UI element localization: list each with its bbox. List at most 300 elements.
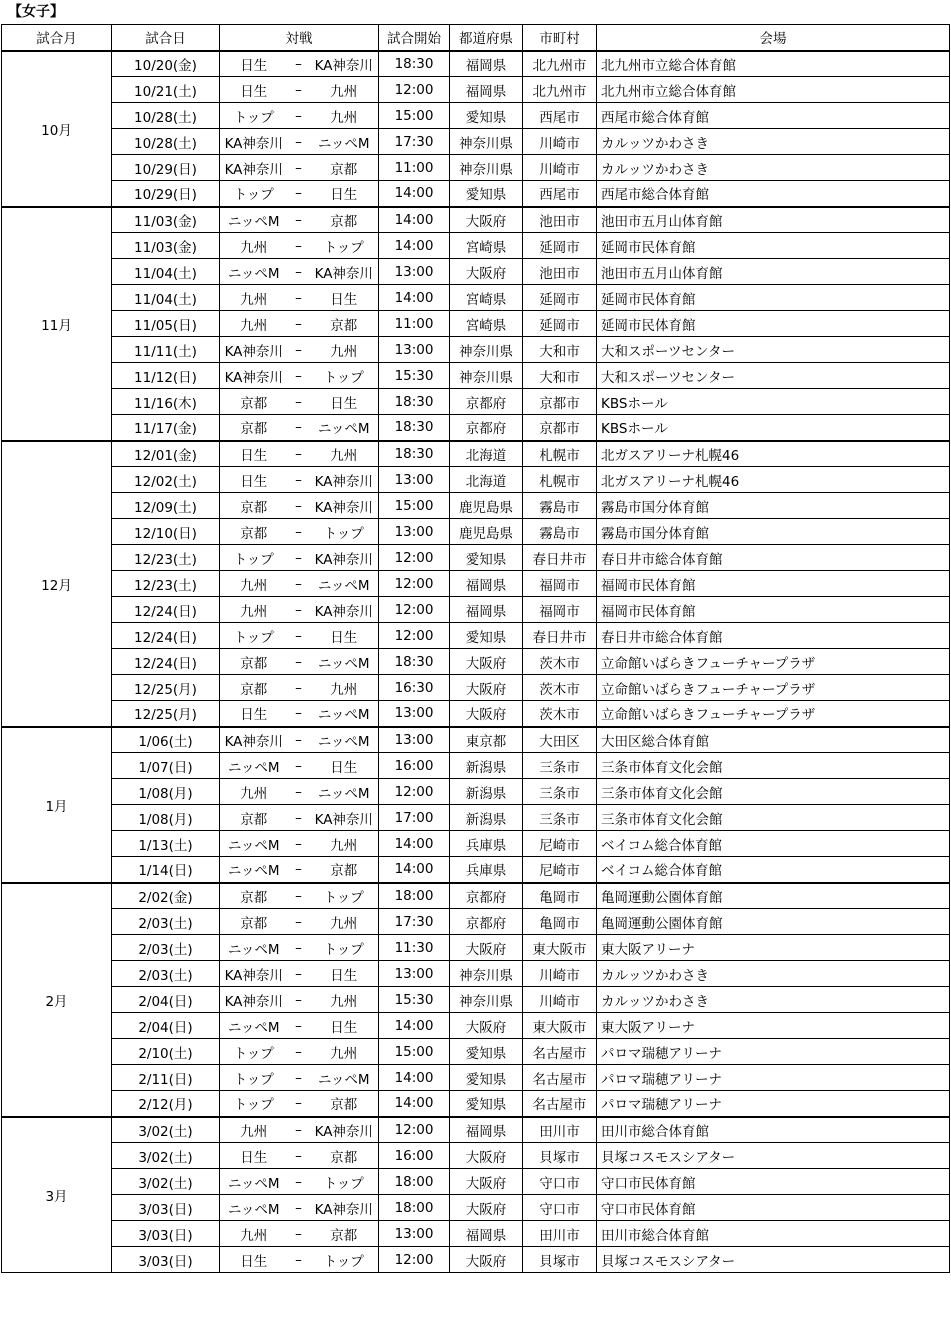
versus-dash: –	[288, 519, 310, 545]
home-team-cell: 九州	[220, 779, 288, 805]
table-row	[2, 467, 950, 493]
city-cell: 川崎市	[523, 961, 597, 987]
start-time-cell: 16:00	[379, 1143, 450, 1169]
venue-cell: 東大阪アリーナ	[597, 1013, 950, 1039]
city-cell: 亀岡市	[523, 883, 597, 909]
start-time-cell: 14:00	[379, 207, 450, 233]
venue-cell: 福岡市民体育館	[597, 571, 950, 597]
venue-cell: 春日井市総合体育館	[597, 545, 950, 571]
prefecture-cell: 大阪府	[450, 1247, 523, 1273]
away-team-cell: 京都	[310, 1221, 379, 1247]
home-team-cell: KA神奈川	[220, 155, 288, 181]
away-team-cell: 京都	[310, 155, 379, 181]
prefecture-cell: 鹿児島県	[450, 493, 523, 519]
date-cell: 12/24(日)	[112, 597, 220, 623]
home-team-cell: ニッペM	[220, 1195, 288, 1221]
city-cell: 春日井市	[523, 545, 597, 571]
venue-cell: 霧島市国分体育館	[597, 493, 950, 519]
away-team-cell: 京都	[310, 1091, 379, 1117]
city-cell: 三条市	[523, 779, 597, 805]
date-cell: 11/11(土)	[112, 337, 220, 363]
versus-dash: –	[288, 935, 310, 961]
home-team-cell: 京都	[220, 519, 288, 545]
start-time-cell: 18:00	[379, 1195, 450, 1221]
start-time-cell: 12:00	[379, 77, 450, 103]
prefecture-cell: 神奈川県	[450, 961, 523, 987]
city-cell: 川崎市	[523, 987, 597, 1013]
prefecture-cell: 大阪府	[450, 649, 523, 675]
versus-dash: –	[288, 727, 310, 753]
city-cell: 北九州市	[523, 51, 597, 77]
venue-cell: 亀岡運動公園体育館	[597, 883, 950, 909]
table-row	[2, 389, 950, 415]
date-cell: 12/01(金)	[112, 441, 220, 467]
home-team-cell: 京都	[220, 805, 288, 831]
prefecture-cell: 兵庫県	[450, 857, 523, 883]
venue-cell: 池田市五月山体育館	[597, 207, 950, 233]
venue-cell: 貝塚コスモスシアター	[597, 1247, 950, 1273]
date-cell: 3/03(日)	[112, 1221, 220, 1247]
table-row	[2, 259, 950, 285]
venue-cell: 池田市五月山体育館	[597, 259, 950, 285]
header-match: 対戦	[220, 25, 379, 51]
date-cell: 12/25(月)	[112, 675, 220, 701]
versus-dash: –	[288, 103, 310, 129]
away-team-cell: 九州	[310, 987, 379, 1013]
home-team-cell: 京都	[220, 909, 288, 935]
away-team-cell: 日生	[310, 1013, 379, 1039]
prefecture-cell: 福岡県	[450, 51, 523, 77]
city-cell: 三条市	[523, 805, 597, 831]
versus-dash: –	[288, 285, 310, 311]
venue-cell: 守口市民体育館	[597, 1195, 950, 1221]
start-time-cell: 14:00	[379, 831, 450, 857]
away-team-cell: トップ	[310, 1247, 379, 1273]
versus-dash: –	[288, 571, 310, 597]
versus-dash: –	[288, 181, 310, 207]
prefecture-cell: 愛知県	[450, 1065, 523, 1091]
home-team-cell: KA神奈川	[220, 129, 288, 155]
table-row	[2, 129, 950, 155]
home-team-cell: 九州	[220, 233, 288, 259]
city-cell: 大和市	[523, 337, 597, 363]
date-cell: 12/09(土)	[112, 493, 220, 519]
table-row	[2, 961, 950, 987]
away-team-cell: 日生	[310, 753, 379, 779]
table-row	[2, 233, 950, 259]
home-team-cell: トップ	[220, 1065, 288, 1091]
table-row	[2, 883, 950, 909]
away-team-cell: 九州	[310, 337, 379, 363]
start-time-cell: 14:00	[379, 181, 450, 207]
versus-dash: –	[288, 1117, 310, 1143]
venue-cell: 福岡市民体育館	[597, 597, 950, 623]
prefecture-cell: 愛知県	[450, 545, 523, 571]
away-team-cell: ニッペM	[310, 727, 379, 753]
city-cell: 尼崎市	[523, 831, 597, 857]
home-team-cell: 京都	[220, 649, 288, 675]
header-venue: 会場	[597, 25, 950, 51]
prefecture-cell: 東京都	[450, 727, 523, 753]
versus-dash: –	[288, 467, 310, 493]
versus-dash: –	[288, 51, 310, 77]
date-cell: 12/23(土)	[112, 571, 220, 597]
home-team-cell: 九州	[220, 1117, 288, 1143]
date-cell: 2/03(土)	[112, 909, 220, 935]
home-team-cell: KA神奈川	[220, 961, 288, 987]
table-row	[2, 1221, 950, 1247]
date-cell: 11/04(土)	[112, 285, 220, 311]
date-cell: 3/02(土)	[112, 1117, 220, 1143]
start-time-cell: 14:00	[379, 1065, 450, 1091]
city-cell: 守口市	[523, 1195, 597, 1221]
date-cell: 2/02(金)	[112, 883, 220, 909]
home-team-cell: 京都	[220, 389, 288, 415]
away-team-cell: 京都	[310, 311, 379, 337]
table-row	[2, 493, 950, 519]
start-time-cell: 12:00	[379, 623, 450, 649]
away-team-cell: 九州	[310, 103, 379, 129]
prefecture-cell: 福岡県	[450, 1221, 523, 1247]
prefecture-cell: 福岡県	[450, 1117, 523, 1143]
away-team-cell: トップ	[310, 1169, 379, 1195]
date-cell: 12/10(日)	[112, 519, 220, 545]
versus-dash: –	[288, 259, 310, 285]
away-team-cell: 九州	[310, 831, 379, 857]
start-time-cell: 11:00	[379, 311, 450, 337]
venue-cell: 大和スポーツセンター	[597, 337, 950, 363]
table-row	[2, 181, 950, 207]
venue-cell: 三条市体育文化会館	[597, 779, 950, 805]
city-cell: 三条市	[523, 753, 597, 779]
venue-cell: パロマ瑞穂アリーナ	[597, 1039, 950, 1065]
home-team-cell: 九州	[220, 285, 288, 311]
away-team-cell: 九州	[310, 77, 379, 103]
versus-dash: –	[288, 883, 310, 909]
city-cell: 西尾市	[523, 181, 597, 207]
start-time-cell: 18:00	[379, 883, 450, 909]
date-cell: 2/12(月)	[112, 1091, 220, 1117]
table-row	[2, 1247, 950, 1273]
away-team-cell: 日生	[310, 181, 379, 207]
venue-cell: 守口市民体育館	[597, 1169, 950, 1195]
venue-cell: ベイコム総合体育館	[597, 857, 950, 883]
away-team-cell: ニッペM	[310, 1065, 379, 1091]
home-team-cell: トップ	[220, 1091, 288, 1117]
start-time-cell: 13:00	[379, 1221, 450, 1247]
date-cell: 1/08(月)	[112, 779, 220, 805]
home-team-cell: トップ	[220, 623, 288, 649]
home-team-cell: 日生	[220, 51, 288, 77]
versus-dash: –	[288, 649, 310, 675]
versus-dash: –	[288, 987, 310, 1013]
table-row	[2, 727, 950, 753]
table-row	[2, 285, 950, 311]
table-row	[2, 753, 950, 779]
venue-cell: 貝塚コスモスシアター	[597, 1143, 950, 1169]
date-cell: 2/03(土)	[112, 961, 220, 987]
away-team-cell: KA神奈川	[310, 493, 379, 519]
start-time-cell: 13:00	[379, 701, 450, 727]
start-time-cell: 13:00	[379, 961, 450, 987]
city-cell: 大和市	[523, 363, 597, 389]
versus-dash: –	[288, 779, 310, 805]
home-team-cell: 九州	[220, 571, 288, 597]
away-team-cell: ニッペM	[310, 415, 379, 441]
away-team-cell: 日生	[310, 389, 379, 415]
home-team-cell: トップ	[220, 103, 288, 129]
date-cell: 10/28(土)	[112, 129, 220, 155]
away-team-cell: KA神奈川	[310, 545, 379, 571]
date-cell: 3/02(土)	[112, 1143, 220, 1169]
versus-dash: –	[288, 1143, 310, 1169]
date-cell: 11/03(金)	[112, 233, 220, 259]
home-team-cell: ニッペM	[220, 1013, 288, 1039]
start-time-cell: 11:30	[379, 935, 450, 961]
table-row	[2, 805, 950, 831]
away-team-cell: トップ	[310, 519, 379, 545]
home-team-cell: 九州	[220, 597, 288, 623]
venue-cell: 北ガスアリーナ札幌46	[597, 441, 950, 467]
city-cell: 京都市	[523, 389, 597, 415]
home-team-cell: 九州	[220, 311, 288, 337]
prefecture-cell: 宮崎県	[450, 233, 523, 259]
versus-dash: –	[288, 363, 310, 389]
city-cell: 延岡市	[523, 311, 597, 337]
table-row	[2, 675, 950, 701]
header-row	[2, 25, 950, 51]
city-cell: 尼崎市	[523, 857, 597, 883]
away-team-cell: ニッペM	[310, 779, 379, 805]
table-row	[2, 701, 950, 727]
home-team-cell: ニッペM	[220, 935, 288, 961]
table-row	[2, 363, 950, 389]
table-row	[2, 935, 950, 961]
venue-cell: 延岡市民体育館	[597, 285, 950, 311]
start-time-cell: 17:30	[379, 909, 450, 935]
away-team-cell: KA神奈川	[310, 1195, 379, 1221]
date-cell: 2/04(日)	[112, 987, 220, 1013]
city-cell: 延岡市	[523, 233, 597, 259]
away-team-cell: ニッペM	[310, 701, 379, 727]
city-cell: 名古屋市	[523, 1039, 597, 1065]
date-cell: 1/08(月)	[112, 805, 220, 831]
prefecture-cell: 大阪府	[450, 1143, 523, 1169]
start-time-cell: 13:00	[379, 337, 450, 363]
venue-cell: 北九州市立総合体育館	[597, 77, 950, 103]
versus-dash: –	[288, 545, 310, 571]
date-cell: 2/11(日)	[112, 1065, 220, 1091]
start-time-cell: 15:30	[379, 363, 450, 389]
versus-dash: –	[288, 1247, 310, 1273]
date-cell: 12/24(日)	[112, 649, 220, 675]
prefecture-cell: 福岡県	[450, 77, 523, 103]
date-cell: 10/21(土)	[112, 77, 220, 103]
venue-cell: パロマ瑞穂アリーナ	[597, 1091, 950, 1117]
venue-cell: KBSホール	[597, 389, 950, 415]
prefecture-cell: 新潟県	[450, 805, 523, 831]
table-row	[2, 545, 950, 571]
versus-dash: –	[288, 77, 310, 103]
venue-cell: 田川市総合体育館	[597, 1221, 950, 1247]
home-team-cell: ニッペM	[220, 753, 288, 779]
date-cell: 1/13(土)	[112, 831, 220, 857]
table-row	[2, 571, 950, 597]
date-cell: 12/25(月)	[112, 701, 220, 727]
start-time-cell: 15:00	[379, 103, 450, 129]
city-cell: 亀岡市	[523, 909, 597, 935]
month-cell: 11月	[2, 207, 112, 441]
start-time-cell: 13:00	[379, 519, 450, 545]
venue-cell: 西尾市総合体育館	[597, 103, 950, 129]
venue-cell: 東大阪アリーナ	[597, 935, 950, 961]
venue-cell: カルッツかわさき	[597, 987, 950, 1013]
venue-cell: 田川市総合体育館	[597, 1117, 950, 1143]
away-team-cell: 京都	[310, 207, 379, 233]
prefecture-cell: 大阪府	[450, 675, 523, 701]
start-time-cell: 18:00	[379, 1169, 450, 1195]
city-cell: 田川市	[523, 1221, 597, 1247]
away-team-cell: KA神奈川	[310, 597, 379, 623]
city-cell: 池田市	[523, 207, 597, 233]
versus-dash: –	[288, 389, 310, 415]
table-row	[2, 155, 950, 181]
venue-cell: カルッツかわさき	[597, 129, 950, 155]
away-team-cell: トップ	[310, 363, 379, 389]
start-time-cell: 14:00	[379, 1091, 450, 1117]
date-cell: 11/05(日)	[112, 311, 220, 337]
date-cell: 1/06(土)	[112, 727, 220, 753]
prefecture-cell: 京都府	[450, 389, 523, 415]
home-team-cell: 日生	[220, 701, 288, 727]
venue-cell: カルッツかわさき	[597, 961, 950, 987]
away-team-cell: 九州	[310, 675, 379, 701]
table-row	[2, 597, 950, 623]
versus-dash: –	[288, 311, 310, 337]
versus-dash: –	[288, 857, 310, 883]
away-team-cell: トップ	[310, 883, 379, 909]
date-cell: 1/07(日)	[112, 753, 220, 779]
away-team-cell: 日生	[310, 623, 379, 649]
city-cell: 貝塚市	[523, 1247, 597, 1273]
versus-dash: –	[288, 1221, 310, 1247]
home-team-cell: ニッペM	[220, 1169, 288, 1195]
venue-cell: 三条市体育文化会館	[597, 805, 950, 831]
start-time-cell: 18:30	[379, 649, 450, 675]
date-cell: 1/14(日)	[112, 857, 220, 883]
home-team-cell: 京都	[220, 883, 288, 909]
prefecture-cell: 愛知県	[450, 103, 523, 129]
start-time-cell: 15:00	[379, 1039, 450, 1065]
start-time-cell: 16:00	[379, 753, 450, 779]
home-team-cell: 九州	[220, 1221, 288, 1247]
away-team-cell: 九州	[310, 909, 379, 935]
home-team-cell: KA神奈川	[220, 363, 288, 389]
city-cell: 川崎市	[523, 155, 597, 181]
table-row	[2, 1065, 950, 1091]
versus-dash: –	[288, 831, 310, 857]
start-time-cell: 14:00	[379, 233, 450, 259]
start-time-cell: 13:00	[379, 727, 450, 753]
start-time-cell: 14:00	[379, 1013, 450, 1039]
date-cell: 10/29(日)	[112, 181, 220, 207]
date-cell: 2/10(土)	[112, 1039, 220, 1065]
city-cell: 延岡市	[523, 285, 597, 311]
prefecture-cell: 新潟県	[450, 779, 523, 805]
city-cell: 福岡市	[523, 571, 597, 597]
table-row	[2, 1091, 950, 1117]
start-time-cell: 12:00	[379, 597, 450, 623]
table-row	[2, 1013, 950, 1039]
table-row	[2, 623, 950, 649]
away-team-cell: ニッペM	[310, 129, 379, 155]
home-team-cell: 京都	[220, 493, 288, 519]
versus-dash: –	[288, 623, 310, 649]
header-start: 試合開始	[379, 25, 450, 51]
venue-cell: 立命館いばらきフューチャープラザ	[597, 649, 950, 675]
venue-cell: 立命館いばらきフューチャープラザ	[597, 701, 950, 727]
table-row	[2, 1117, 950, 1143]
versus-dash: –	[288, 1039, 310, 1065]
away-team-cell: 日生	[310, 961, 379, 987]
date-cell: 12/23(土)	[112, 545, 220, 571]
date-cell: 10/20(金)	[112, 51, 220, 77]
away-team-cell: ニッペM	[310, 649, 379, 675]
city-cell: 守口市	[523, 1169, 597, 1195]
start-time-cell: 15:30	[379, 987, 450, 1013]
city-cell: 西尾市	[523, 103, 597, 129]
table-row	[2, 831, 950, 857]
away-team-cell: KA神奈川	[310, 259, 379, 285]
start-time-cell: 12:00	[379, 1117, 450, 1143]
versus-dash: –	[288, 337, 310, 363]
date-cell: 11/16(木)	[112, 389, 220, 415]
prefecture-cell: 大阪府	[450, 1013, 523, 1039]
month-cell: 12月	[2, 441, 112, 727]
city-cell: 札幌市	[523, 467, 597, 493]
header-city: 市町村	[523, 25, 597, 51]
start-time-cell: 14:00	[379, 857, 450, 883]
date-cell: 2/03(土)	[112, 935, 220, 961]
table-row	[2, 857, 950, 883]
versus-dash: –	[288, 961, 310, 987]
venue-cell: 春日井市総合体育館	[597, 623, 950, 649]
schedule-table	[1, 24, 950, 1273]
table-row	[2, 1195, 950, 1221]
table-row	[2, 103, 950, 129]
city-cell: 茨木市	[523, 649, 597, 675]
city-cell: 北九州市	[523, 77, 597, 103]
versus-dash: –	[288, 129, 310, 155]
home-team-cell: ニッペM	[220, 857, 288, 883]
home-team-cell: KA神奈川	[220, 987, 288, 1013]
home-team-cell: トップ	[220, 1039, 288, 1065]
versus-dash: –	[288, 701, 310, 727]
versus-dash: –	[288, 441, 310, 467]
date-cell: 11/12(日)	[112, 363, 220, 389]
home-team-cell: ニッペM	[220, 207, 288, 233]
start-time-cell: 12:00	[379, 1247, 450, 1273]
prefecture-cell: 神奈川県	[450, 987, 523, 1013]
start-time-cell: 13:00	[379, 259, 450, 285]
away-team-cell: トップ	[310, 935, 379, 961]
prefecture-cell: 京都府	[450, 883, 523, 909]
away-team-cell: 京都	[310, 1143, 379, 1169]
away-team-cell: KA神奈川	[310, 51, 379, 77]
home-team-cell: ニッペM	[220, 831, 288, 857]
header-prefecture: 都道府県	[450, 25, 523, 51]
city-cell: 東大阪市	[523, 935, 597, 961]
